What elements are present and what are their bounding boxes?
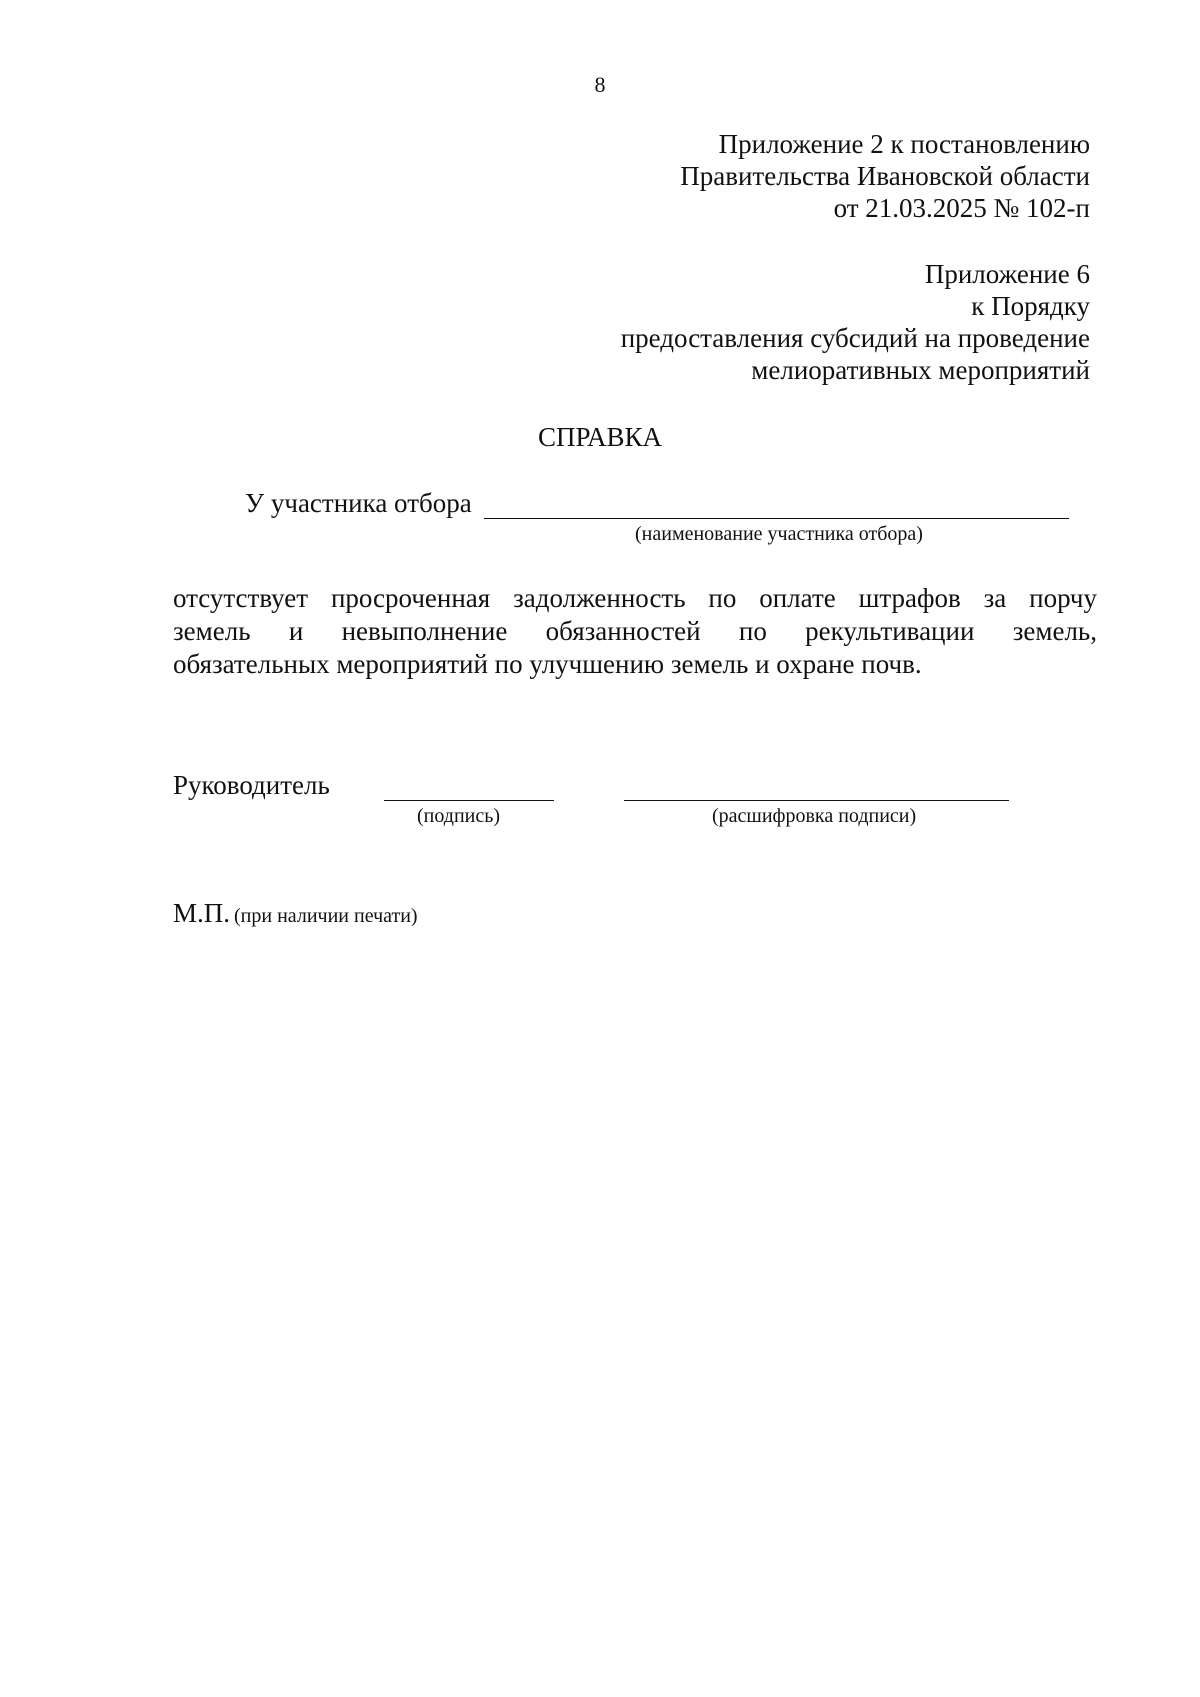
seal-row <box>173 898 418 929</box>
appendix-order-line-4: мелиоративных мероприятий <box>751 355 1090 385</box>
participant-name-blank <box>484 518 1069 519</box>
body-line-3: обязательных мероприятий по улучшению земель и охране почв. <box>173 649 922 679</box>
signature-decoding-caption: (расшифровка подписи) <box>712 805 917 827</box>
appendix-order-line-3: предоставления субсидий на проведение <box>620 323 1090 353</box>
signature-blank <box>384 800 554 801</box>
document-title: СПРАВКА <box>537 422 663 452</box>
appendix-decree-block <box>680 128 1090 224</box>
head-label: Руководитель <box>173 770 330 800</box>
appendix-order-line-1: Приложение 6 <box>924 259 1090 289</box>
appendix-order-line-2: к Порядку <box>971 291 1090 321</box>
body-line-1: отсутствует просроченная задолженность по оплате штрафов за порчу <box>173 583 1097 613</box>
signature-decoding-blank <box>624 800 1009 801</box>
seal-note: (при наличии печати) <box>234 905 418 927</box>
appendix-decree-line-3: от 21.03.2025 № 102-п <box>833 193 1090 223</box>
signature-caption: (подпись) <box>417 805 501 827</box>
page-number: 8 <box>594 72 606 97</box>
appendix-order-block <box>621 258 1090 386</box>
appendix-decree-line-2: Правительства Ивановской области <box>680 161 1090 191</box>
certificate-body <box>173 582 1097 681</box>
appendix-decree-line-1: Приложение 2 к постановлению <box>718 129 1090 159</box>
body-line-2: земель и невыполнение обязанностей по рекультивации земель, <box>173 616 1097 646</box>
seal-label: М.П. <box>173 898 231 928</box>
participant-caption: (наименование участника отбора) <box>635 523 923 545</box>
participant-label: У участника отбора <box>245 488 472 518</box>
